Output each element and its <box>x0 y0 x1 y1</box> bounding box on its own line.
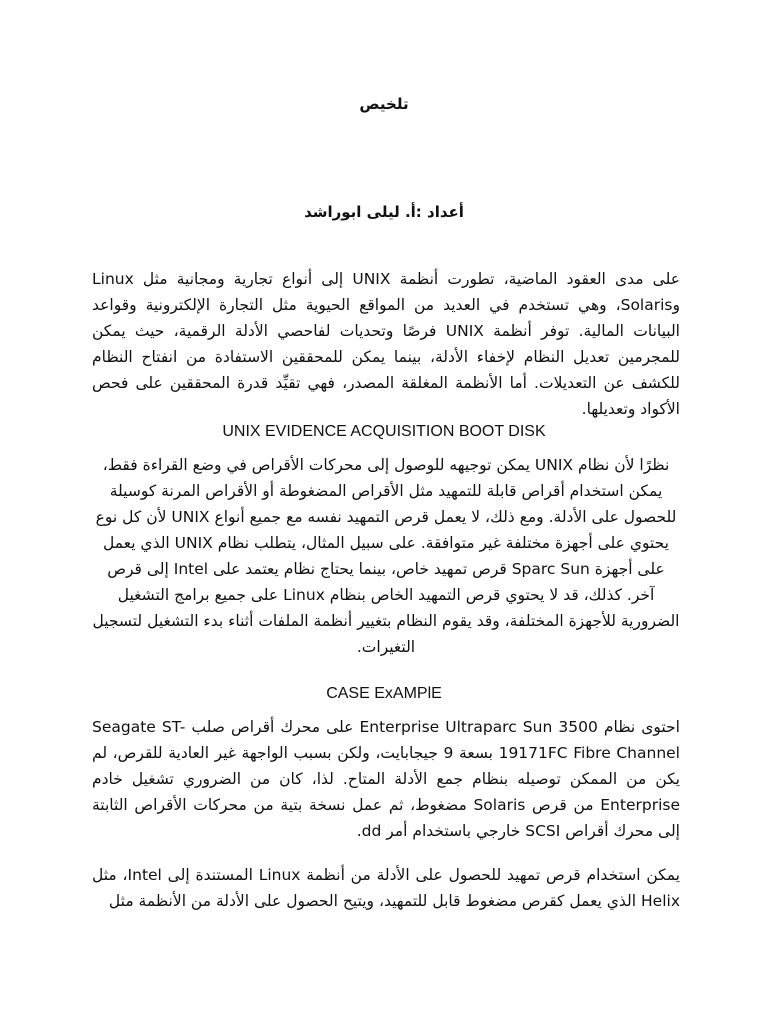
intro-paragraph: على مدى العقود الماضية، تطورت أنظمة UNIX إلى أنواع تجارية ومجانية مثل Linux وSolaris، وهي تستخدم في العديد من المواقع الحيوية مثل التجارة الإلكترونية وقواعد البيانات المالية. توفر أنظمة UNIX فرصًا وتحديات لفاحصي الأدلة الرقمية، حيث يمكن للمجرمين تعديل النظام لإخفاء الأدلة، بينما يمكن للمحققين الاستفادة من انفتاح النظام للكشف عن التعديلات. أما الأنظمة المغلقة المصدر، فهي تقيِّد قدرة المحققين على فحص الأكواد وتعديلها. <box>92 270 680 418</box>
closing-paragraph: يمكن استخدام قرص تمهيد للحصول على الأدلة من أنظمة Linux المستندة إلى Intel، مثل Helix الذي يعمل كقرص مضغوط قابل للتمهيد، ويتيح الحصول على الأدلة من الأنظمة مثل <box>92 866 680 910</box>
closing-paragraph-block <box>92 862 680 914</box>
boot-disk-paragraph: نظرًا لأن نظام UNIX يمكن توجيهه للوصول إلى محركات الأقراص في وضع القراءة فقط، يمكن استخدام أقراص قابلة للتمهيد مثل الأقراص المضغوطة أو الأقراص المرنة كوسيلة للحصول على الأدلة. ومع ذلك، لا يعمل قرص التمهيد نفسه مع جميع أنواع UNIX لأن كل نوع يحتوي على أجهزة مختلفة غير متوافقة. على سبيل المثال، يتطلب نظام UNIX الذي يعمل على أجهزة Sparc Sun قرص تمهيد خاص، بينما يحتاج نظام يعتمد على Intel إلى قرص آخر. كذلك، قد لا يحتوي قرص التمهيد الخاص بنظام Linux على جميع برامج التشغيل الضرورية للأجهزة المختلفة، وقد يقوم النظام بتغيير أنظمة الملفات أثناء بدء التشغيل لتسجيل التغيرات. <box>92 456 680 656</box>
case-example-paragraph: احتوى نظام Enterprise Ultraparc Sun 3500 على محرك أقراص صلب Seagate ST-19171FC Fibre Channel بسعة 9 جيجابايت، ولكن بسبب الواجهة غير العادية للقرص، لم يكن من الممكن توصيله بنظام جمع الأدلة المتاح. لذا، كان من الضروري تشغيل خادم Enterprise من قرص Solaris مضغوط، ثم عمل نسخة بتية من محركات الأقراص الثابتة إلى محرك أقراص SCSI خارجي باستخدام أمر dd. <box>92 718 680 840</box>
section-heading-boot-disk: UNIX EVIDENCE ACQUISITION BOOT DISK <box>222 423 546 440</box>
author-line: أعداد :أ. ليلى ابوراشد <box>304 203 464 221</box>
intro-paragraph-block <box>92 266 680 422</box>
case-example-paragraph-block <box>92 714 680 844</box>
document-title: تلخيص <box>359 95 409 113</box>
section-heading-case-example: CASE ExAMPlE <box>326 685 442 702</box>
boot-disk-paragraph-block <box>92 452 680 660</box>
